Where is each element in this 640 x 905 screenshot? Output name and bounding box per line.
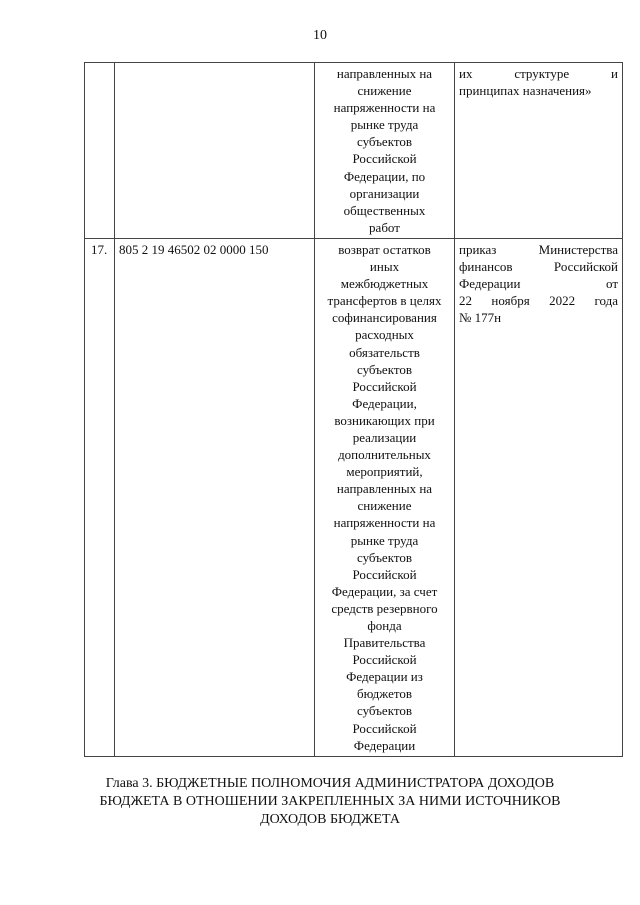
page-number: 10 bbox=[313, 28, 327, 43]
text-line: Федерации, за счет bbox=[331, 583, 438, 599]
text-line: напряженности на bbox=[333, 100, 436, 116]
text-line: обязательств bbox=[349, 344, 420, 360]
text-line: мероприятий, bbox=[346, 464, 423, 480]
table-row bbox=[85, 63, 623, 239]
legal-basis-cell bbox=[455, 63, 623, 239]
text-line: направленных на bbox=[336, 481, 433, 497]
text-line: направленных на bbox=[336, 66, 433, 81]
text-line: субъектов bbox=[356, 703, 412, 719]
text-line: бюджетов bbox=[356, 686, 412, 702]
text-line: трансфертов в целях bbox=[327, 293, 442, 309]
text-line: Федерации, bbox=[352, 395, 417, 411]
text-line: возврат остатков bbox=[338, 241, 431, 257]
text-line: субъектов bbox=[356, 134, 412, 150]
text-line: принципах назначения» bbox=[459, 83, 592, 99]
text-line: дополнительных bbox=[338, 447, 431, 463]
text-line: рынке труда bbox=[350, 117, 419, 133]
text-line: 22 ноября 2022 года bbox=[459, 293, 618, 309]
text-line: Федерации из bbox=[346, 669, 423, 685]
classification-code-cell bbox=[115, 63, 315, 239]
row-number-cell bbox=[85, 63, 115, 239]
legal-basis-cell bbox=[455, 238, 623, 756]
text-line: напряженности на bbox=[333, 515, 436, 531]
text-line: организации bbox=[349, 185, 420, 201]
text-line: Российской bbox=[352, 652, 417, 668]
text-line: Федерации bbox=[353, 737, 416, 753]
heading-line: БЮДЖЕТА В ОТНОШЕНИИ ЗАКРЕПЛЕННЫХ ЗА НИМИ ИСТОЧНИКОВ bbox=[99, 794, 561, 809]
text-line: приказ Министерства bbox=[459, 241, 618, 257]
text-line: Правительства bbox=[343, 635, 426, 651]
text-line: снижение bbox=[357, 83, 412, 99]
chapter-heading bbox=[70, 775, 590, 829]
text-line: иных bbox=[369, 259, 400, 275]
text-line: Российской bbox=[352, 151, 417, 167]
text-line: рынке труда bbox=[350, 532, 419, 548]
heading-line: ДОХОДОВ БЮДЖЕТА bbox=[260, 812, 400, 827]
text-line: реализации bbox=[352, 429, 417, 445]
text-line: средств резервного bbox=[331, 600, 438, 616]
table-row bbox=[85, 238, 623, 756]
text-line: межбюджетных bbox=[340, 276, 429, 292]
text-line: фонда bbox=[367, 618, 402, 633]
revenue-name-cell bbox=[315, 238, 455, 756]
text-line: субъектов bbox=[356, 549, 412, 565]
text-line: возникающих при bbox=[334, 412, 435, 428]
text-line: финансов Российской bbox=[459, 259, 618, 275]
row-number-cell: 17. bbox=[85, 238, 115, 756]
text-line: общественных bbox=[343, 202, 426, 218]
text-line: работ bbox=[369, 219, 400, 235]
text-line: снижение bbox=[357, 498, 412, 514]
heading-line: Глава 3. БЮДЖЕТНЫЕ ПОЛНОМОЧИЯ АДМИНИСТРАТОРА ДОХОДОВ bbox=[105, 776, 555, 791]
text-line: Российской bbox=[352, 378, 417, 394]
text-line: Российской bbox=[352, 720, 417, 736]
text-line: расходных bbox=[355, 327, 414, 343]
budget-revenue-table bbox=[84, 62, 623, 757]
text-line: Федерации от bbox=[459, 276, 618, 292]
text-line: Федерации, по bbox=[343, 168, 426, 184]
text-line: субъектов bbox=[356, 361, 412, 377]
text-line: Российской bbox=[352, 566, 417, 582]
text-line: софинансирования bbox=[332, 310, 437, 326]
text-line: их структуре и bbox=[459, 66, 618, 81]
text-line: № 177н bbox=[459, 310, 502, 326]
classification-code-cell: 805 2 19 46502 02 0000 150 bbox=[115, 238, 315, 756]
revenue-name-cell bbox=[315, 63, 455, 239]
